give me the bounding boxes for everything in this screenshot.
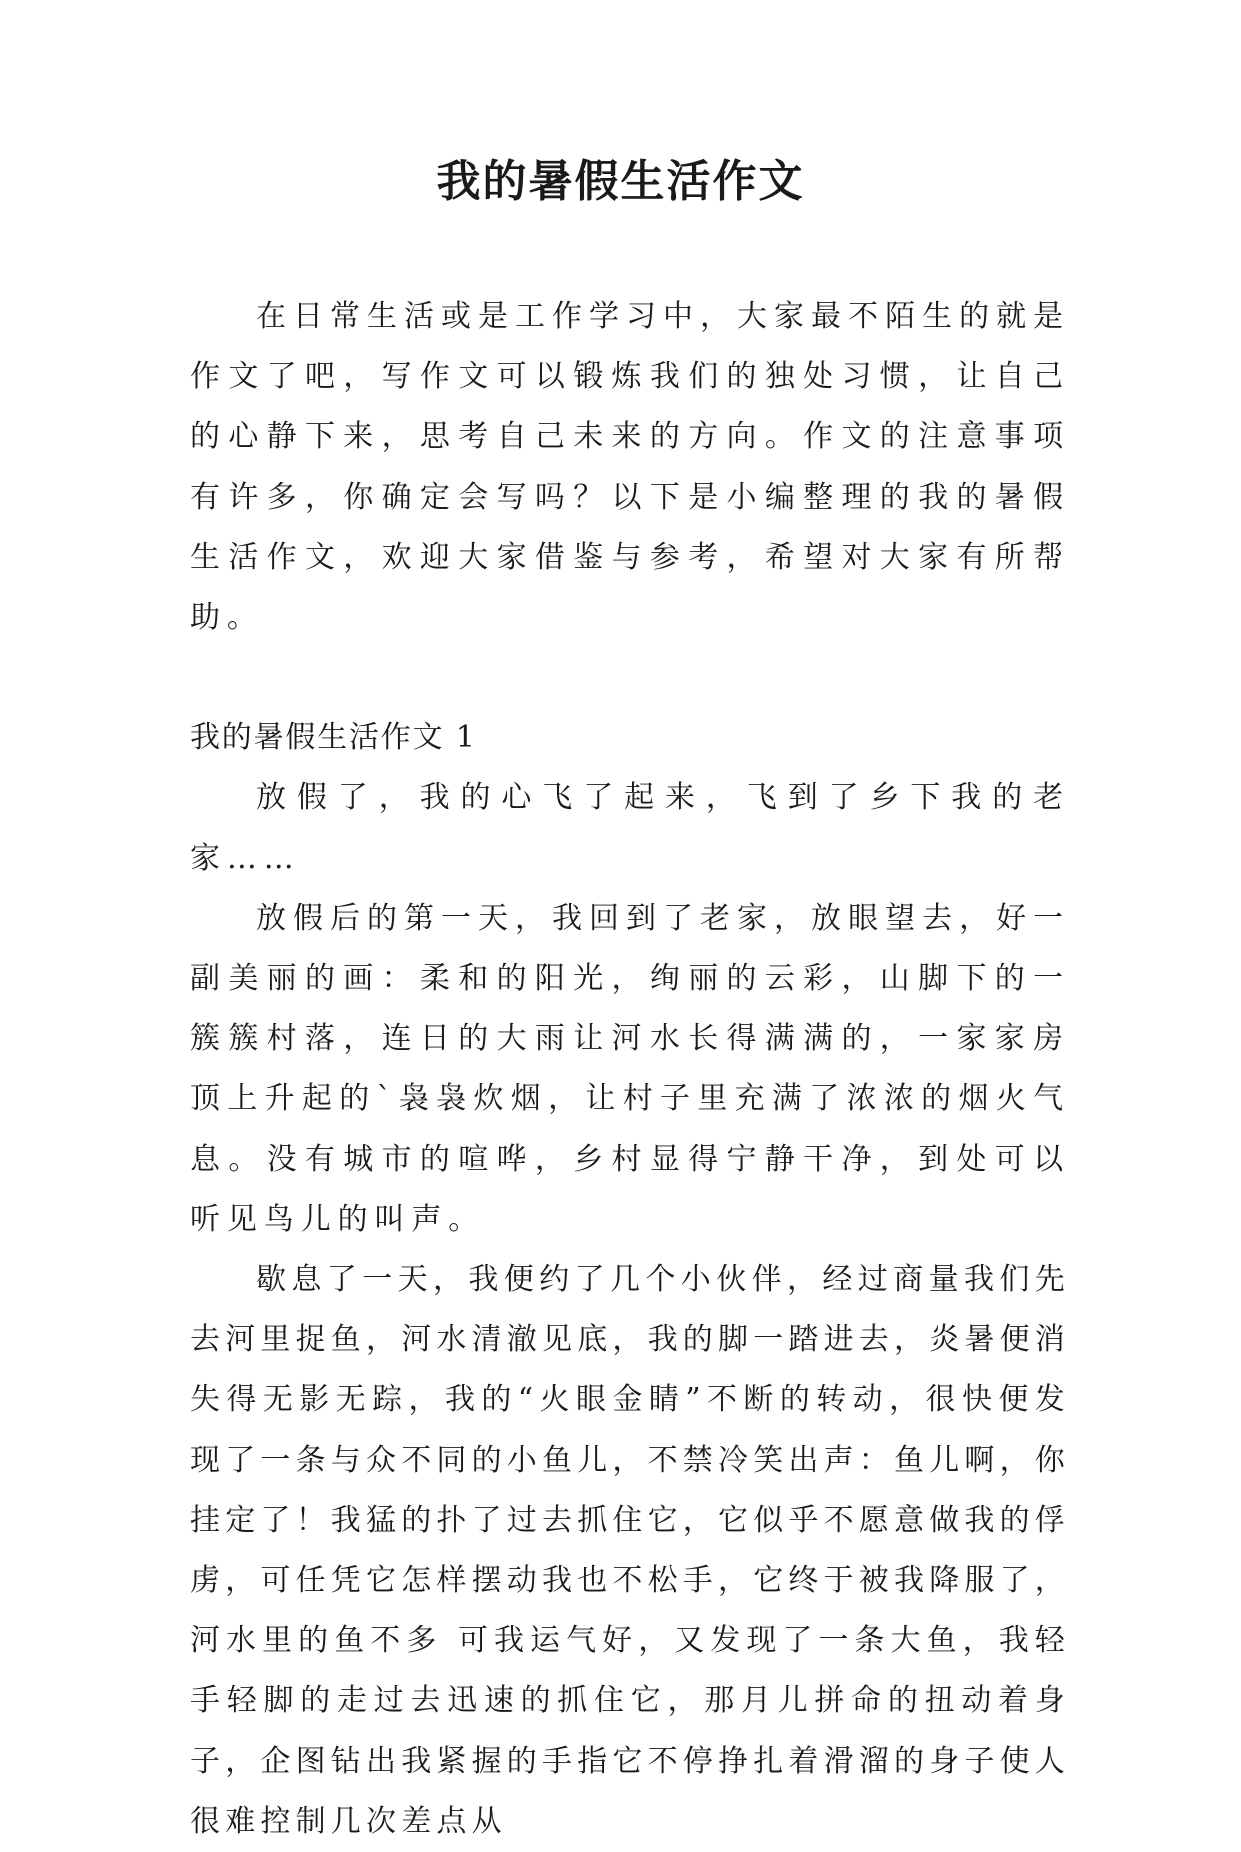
body-paragraph-3: 歇息了一天，我便约了几个小伙伴，经过商量我们先去河里捉鱼，河水清澈见底，我的脚一踏进去，炎暑便消失得无影无踪，我的“火眼金睛”不断的转动，很快便发现了一条与众不同的小鱼儿，不禁冷笑出声：鱼儿啊，你挂定了！我猛的扑了过去抓住它，它似乎不愿意做我的俘虏，可任凭它怎样摆动我也不松手，它终于被我降服了，河水里的鱼不多 可我运气好，又发现了一条大鱼，我轻手轻脚的走过去迅速的抓住它，那月儿拼命的扭动着身子，企图钻出我紧握的手指它不停挣扎着滑溜的身子使人很难控制几次差点从 xyxy=(190,1262,1070,1839)
body-paragraph-1: 放假了，我的心飞了起来，飞到了乡下我的老家…… xyxy=(190,780,1070,876)
body-paragraph-2: 放假后的第一天，我回到了老家，放眼望去，好一副美丽的画：柔和的阳光，绚丽的云彩，山脚下的一簇簇村落，连日的大雨让河水长得满满的，一家家房顶上升起的`袅袅炊烟，让村子里充满了浓浓的烟火气息。没有城市的喧哗，乡村显得宁静干净，到处可以听见鸟儿的叫声。 xyxy=(190,900,1070,1237)
intro-paragraph: 在日常生活或是工作学习中，大家最不陌生的就是作文了吧，写作文可以锻炼我们的独处习惯，让自己的心静下来，思考自己未来的方向。作文的注意事项有许多，你确定会写吗？以下是小编整理的我的暑假生活作文，欢迎大家借鉴与参考，希望对大家有所帮助。 xyxy=(190,299,1070,636)
section-heading: 我的暑假生活作文 1 xyxy=(190,720,477,756)
document-body xyxy=(190,287,1070,1852)
document-title: 我的暑假生活作文 xyxy=(436,156,805,207)
